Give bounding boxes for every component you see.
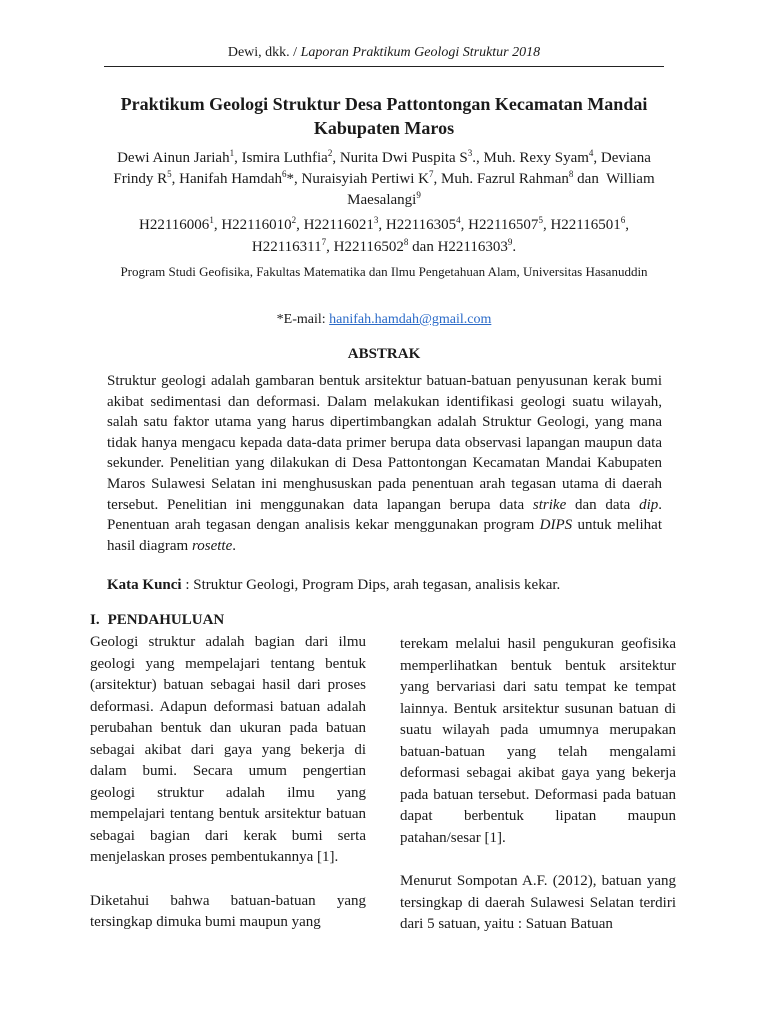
author-list: Dewi Ainun Jariah$^1$, Ismira Luthfia$^2$, Nurita Dwi Puspita $S^3$., Muh. Rexy Syam$^4$, Deviana Frindy $R^5$, Hanifah Hamdah$^6$*, Nuraisyiah Pertiwi $K^7$, Muh. Fazrul Rahman$^8$ dan William Maesalangi$^9$ [113, 148, 655, 208]
author-sup: 8 [568, 169, 574, 179]
abstract-heading: ABSTRAK [347, 346, 421, 362]
student-id-sup: 4 [456, 215, 461, 225]
abstract-text: untuk melihat hasil diagram [107, 517, 662, 554]
running-header [104, 44, 664, 62]
affiliation: Program Studi Geofisika, Fakultas Matematika dan Ilmu Pengetahuan Alam, Universitas Hasanuddin [120, 264, 648, 279]
author: Deviana Frindy R [113, 150, 651, 187]
keywords-text: : Struktur Geologi, Program Dips, arah tegasan, analisis kekar. [181, 577, 561, 593]
student-id-sup: 3 [373, 215, 379, 225]
header-journal: Laporan Praktikum Geologi Struktur 2018 [300, 45, 541, 60]
section-title: PENDAHULUAN [107, 612, 225, 628]
student-id-sup: 7 [321, 237, 327, 247]
student-id-list: H22116006$^1$, H22116010$^2$, H22116021$^3$, H22116305$^4$, H22116507$^5$, H22116501$^6$, H22116311$^7$, H22116502$^8$ dan H22116303$^9$. [139, 215, 629, 255]
paper-title: Praktikum Geologi Struktur Desa Pattontongan Kecamatan Mandai Kabupaten Maros [120, 94, 648, 138]
student-id: H22116311 [251, 239, 322, 255]
abstract-text: . [232, 537, 237, 554]
abstract-term: rosette [191, 537, 233, 554]
abstract-text: . Penentuan arah tegasan dengan analisis kekar menggunakan program [107, 496, 662, 534]
abstract-term: DIPS [539, 517, 573, 534]
author: Nurita Dwi Puspita S [339, 150, 468, 166]
author: Hanifah Hamdah [179, 171, 283, 187]
author-sup: 3 [467, 148, 473, 158]
student-id: H22116507 [468, 217, 539, 233]
header-authors: Dewi, dkk. / [227, 45, 301, 60]
keywords-label: Kata Kunci [107, 577, 182, 593]
author: Ismira Luthfia [241, 150, 328, 166]
section-number: I. [90, 612, 100, 628]
author-sup: 4 [588, 148, 594, 158]
abstract-body [107, 371, 662, 556]
author: William Maesalangi [347, 171, 655, 208]
author: Muh. Fazrul Rahman [441, 171, 569, 187]
student-id-sup: 9 [507, 237, 513, 247]
author-sup: 7 [429, 169, 434, 179]
paragraph: Geologi struktur adalah bagian dari ilmu geologi yang mempelajari tentang bentuk (arsitektur) batuan sebagai hasil dari proses deformasi. Adapun deformasi batuan adalah perubahan bentuk dan ukuran pada batuan sebagai akibat dari gaya yang bekerja di dalam bumi. Secara umum pengertian geologi struktur adalah ilmu yang mempelajari tentang bentuk arsitektur batuan sebagai bagian dari kerak bumi serta menjelaskan proses pembentukannya [1]. [90, 634, 366, 865]
paragraph: terekam melalui hasil pengukuran geofisika memperlihatkan bentuk bentuk arsitektur yang bervariasi dari satu tempat ke tempat lainnya. Bentuk arsitektur susunan batuan di suatu wilayah pada umumnya merupakan batuan-batuan yang telah mengalami deformasi sebagai akibat gaya yang bekerja pada batuan tersebut. Deformasi pada batuan dapat berbentuk lipatan maupun patahan/sesar [1]. [400, 636, 676, 846]
abstract-text: dan data [566, 496, 640, 513]
author: Muh. Rexy Syam [483, 150, 589, 166]
student-id: H22116021 [303, 217, 374, 233]
right-column [400, 634, 676, 936]
abstract-term: dip [639, 496, 659, 513]
student-id-sup: 6 [620, 215, 626, 225]
header-rule [104, 66, 664, 67]
email-link[interactable]: hanifah.hamdah@gmail.com [329, 312, 492, 327]
author-sup: 1 [229, 148, 235, 158]
abstract-text: Struktur geologi adalah gambaran bentuk arsitektur batuan-batuan penyusunan kerak bumi akibat sedimentasi dan deformasi. Dalam melakukan identifikasi geologi suatu wilayah, salah satu faktor utama yang harus dipertimbangkan adalah Struktur Geologi, yang mana tidak hanya mengacu kepada data-data primer berupa data observasi lapangan maupun data sekunder. Penelitian yang dilakukan di Desa Pattontongan Kecamatan Mandai Kabupaten Maros Sulawesi Selatan ini menghususkan pada penentuan arah tegasan utama di daerah tersebut. Penelitian ini menggunakan data lapangan berupa data [107, 373, 662, 513]
author-sup: 2 [327, 148, 333, 158]
student-id: H22116010 [221, 217, 292, 233]
student-id: H22116502 [333, 239, 404, 255]
keywords [107, 575, 662, 595]
author-sup: 5 [167, 169, 172, 179]
author-sup: 6 [282, 169, 287, 179]
email-prefix: *E-mail: [276, 312, 330, 327]
abstract-term: strike [532, 496, 567, 513]
section-heading [90, 610, 224, 630]
paragraph: Menurut Sompotan A.F. (2012), batuan yang tersingkap di daerah Sulawesi Selatan terdiri dari 5 satuan, yaitu : Satuan Batuan [400, 873, 676, 932]
student-id: H22116305 [385, 217, 457, 233]
student-id: H22116006 [139, 217, 210, 233]
paragraph: Diketahui bahwa batuan-batuan yang tersingkap dimuka bumi maupun yang [90, 892, 366, 930]
student-id-sup: 1 [209, 215, 214, 225]
student-id-sup: 2 [291, 215, 297, 225]
author-sup: 9 [416, 190, 421, 200]
left-column [90, 632, 366, 934]
student-id: H22116501 [550, 217, 621, 233]
author: Nuraisyiah Pertiwi K [301, 171, 430, 187]
email-line [104, 311, 664, 329]
author: Dewi Ainun Jariah [117, 150, 230, 166]
student-id-sup: 8 [403, 237, 409, 247]
student-id-sup: 5 [538, 215, 543, 225]
student-id: H22116303 [437, 239, 508, 255]
